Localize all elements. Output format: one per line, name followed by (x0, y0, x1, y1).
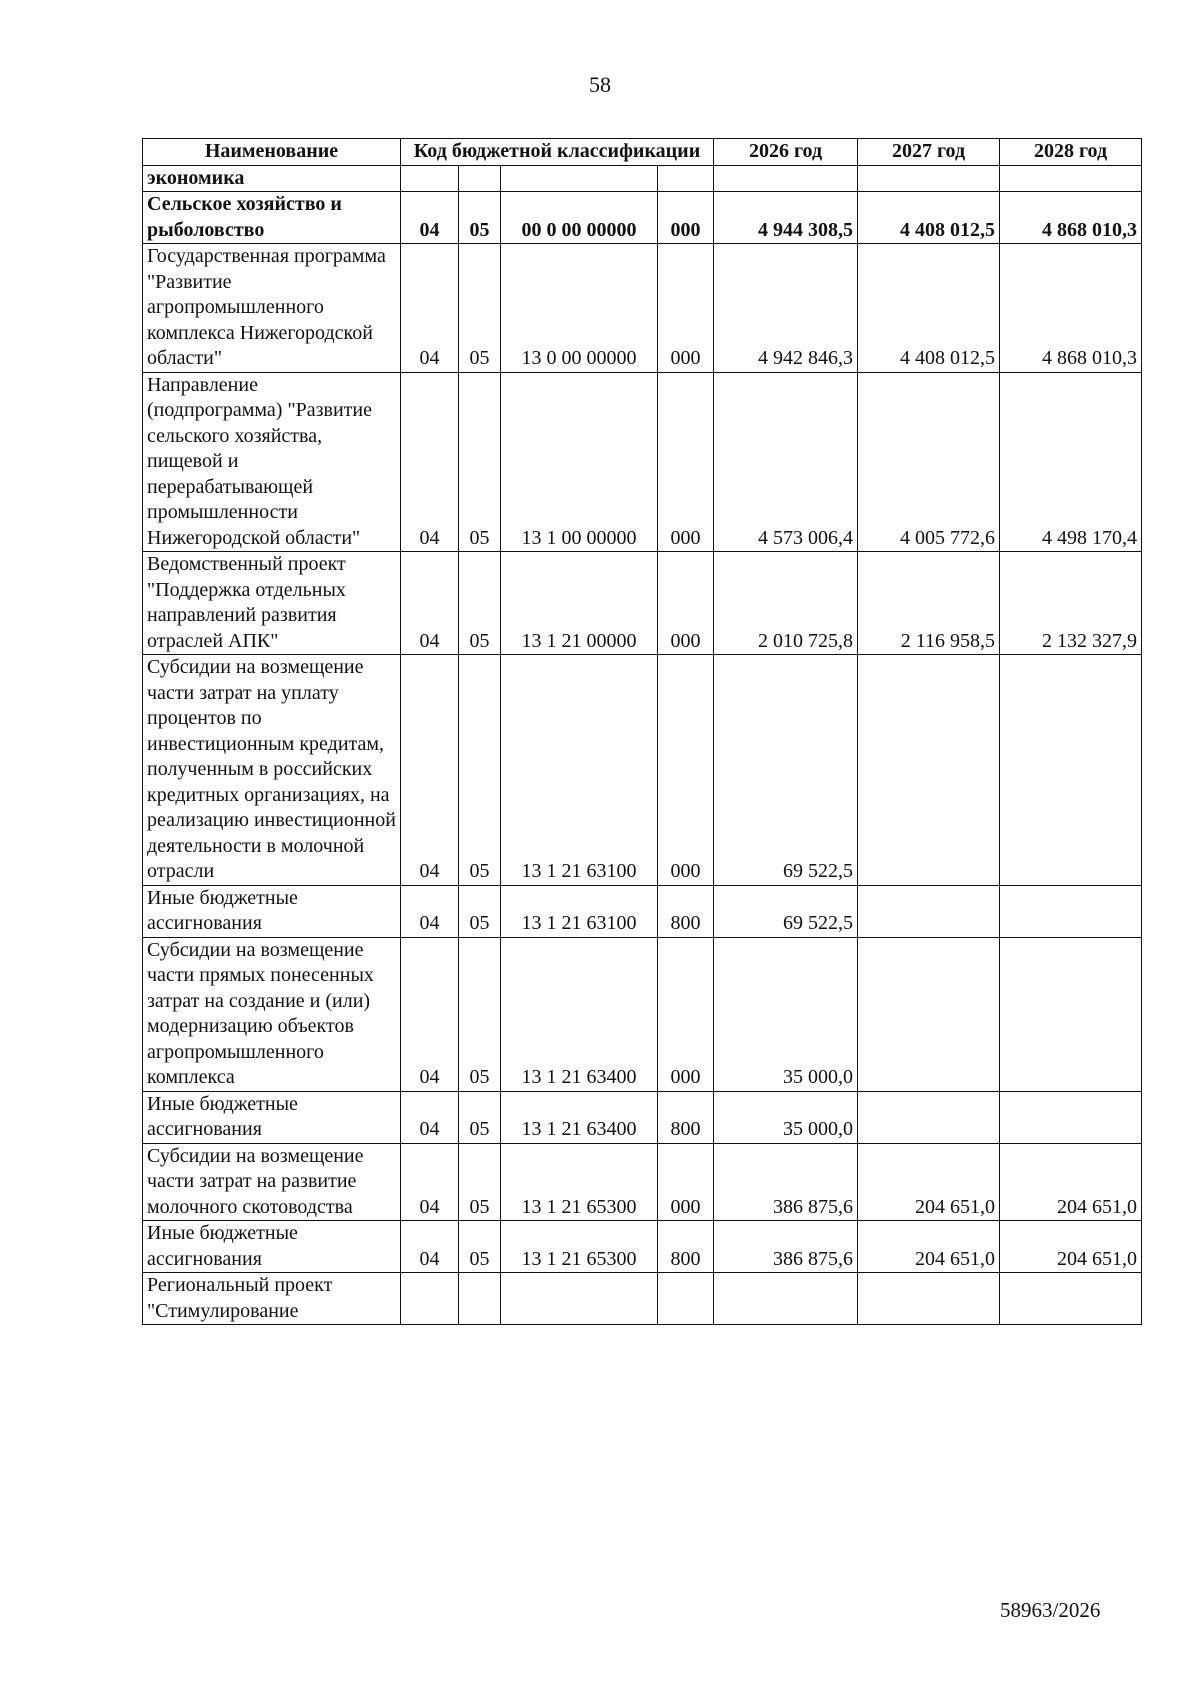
header-code: Код бюджетной классификации (401, 139, 714, 166)
cell-2027: 4 408 012,5 (858, 244, 1000, 373)
cell-2026: 69 522,5 (714, 885, 858, 937)
cell-subsection: 05 (459, 192, 501, 244)
cell-2028 (1000, 655, 1142, 886)
cell-2027 (858, 655, 1000, 886)
cell-2026: 386 875,6 (714, 1143, 858, 1221)
cell-2028 (1000, 885, 1142, 937)
cell-section: 04 (401, 1091, 459, 1143)
cell-target-article: 13 1 21 63100 (501, 655, 658, 886)
cell-name: Государственная программа "Развитие агропромышленного комплекса Нижегородской области" (143, 244, 401, 373)
table-row (143, 937, 1142, 1091)
cell-name: Иные бюджетные ассигнования (143, 1221, 401, 1273)
cell-expense-type: 000 (658, 655, 714, 886)
cell-target-article: 13 1 21 63400 (501, 1091, 658, 1143)
cell-name: экономика (143, 165, 401, 192)
cell-subsection: 05 (459, 244, 501, 373)
table-header-row (143, 139, 1142, 166)
cell-expense-type: 000 (658, 937, 714, 1091)
cell-target-article (501, 165, 658, 192)
cell-2028 (1000, 937, 1142, 1091)
cell-2026: 35 000,0 (714, 1091, 858, 1143)
cell-expense-type: 800 (658, 1091, 714, 1143)
cell-2027 (858, 885, 1000, 937)
cell-subsection: 05 (459, 552, 501, 655)
cell-section: 04 (401, 372, 459, 552)
cell-expense-type: 800 (658, 1221, 714, 1273)
table-row (143, 1143, 1142, 1221)
cell-expense-type: 000 (658, 244, 714, 373)
cell-2028: 204 651,0 (1000, 1143, 1142, 1221)
cell-target-article (501, 1273, 658, 1325)
cell-name: Субсидии на возмещение части затрат на уплату процентов по инвестиционным кредитам, полученным в российских кредитных организациях, на реализацию инвестиционной деятельности в молочной отрасли (143, 655, 401, 886)
header-2027: 2027 год (858, 139, 1000, 166)
cell-2027: 4 005 772,6 (858, 372, 1000, 552)
cell-section (401, 1273, 459, 1325)
budget-table (142, 138, 1142, 1325)
cell-target-article: 13 1 21 00000 (501, 552, 658, 655)
table-row (143, 192, 1142, 244)
cell-target-article: 13 1 21 63100 (501, 885, 658, 937)
cell-expense-type: 000 (658, 192, 714, 244)
table-row (143, 165, 1142, 192)
cell-2027: 204 651,0 (858, 1221, 1000, 1273)
cell-2027 (858, 1091, 1000, 1143)
cell-2028: 4 498 170,4 (1000, 372, 1142, 552)
table-row (143, 1221, 1142, 1273)
cell-name: Субсидии на возмещение части прямых понесенных затрат на создание и (или) модернизацию объектов агропромышленного комплекса (143, 937, 401, 1091)
table-row (143, 552, 1142, 655)
document-number: 58963/2026 (1000, 1598, 1101, 1622)
cell-2027: 2 116 958,5 (858, 552, 1000, 655)
cell-2028: 204 651,0 (1000, 1221, 1142, 1273)
cell-name: Региональный проект "Стимулирование (143, 1273, 401, 1325)
cell-name: Субсидии на возмещение части затрат на развитие молочного скотоводства (143, 1143, 401, 1221)
cell-2027 (858, 937, 1000, 1091)
cell-section: 04 (401, 885, 459, 937)
cell-target-article: 13 0 00 00000 (501, 244, 658, 373)
table-row (143, 1273, 1142, 1325)
cell-2026: 35 000,0 (714, 937, 858, 1091)
cell-expense-type: 000 (658, 372, 714, 552)
cell-target-article: 00 0 00 00000 (501, 192, 658, 244)
cell-2027 (858, 165, 1000, 192)
cell-2027 (858, 1273, 1000, 1325)
cell-expense-type: 000 (658, 552, 714, 655)
cell-section: 04 (401, 937, 459, 1091)
cell-subsection: 05 (459, 1143, 501, 1221)
cell-name: Ведомственный проект "Поддержка отдельных направлений развития отраслей АПК" (143, 552, 401, 655)
cell-subsection: 05 (459, 1221, 501, 1273)
cell-subsection: 05 (459, 372, 501, 552)
cell-2026: 4 944 308,5 (714, 192, 858, 244)
cell-section: 04 (401, 1143, 459, 1221)
cell-section: 04 (401, 244, 459, 373)
cell-subsection: 05 (459, 937, 501, 1091)
cell-expense-type: 000 (658, 1143, 714, 1221)
cell-section (401, 165, 459, 192)
cell-expense-type (658, 165, 714, 192)
cell-2028 (1000, 1091, 1142, 1143)
cell-subsection: 05 (459, 655, 501, 886)
cell-name: Иные бюджетные ассигнования (143, 885, 401, 937)
cell-target-article: 13 1 21 65300 (501, 1143, 658, 1221)
cell-target-article: 13 1 21 65300 (501, 1221, 658, 1273)
cell-name: Иные бюджетные ассигнования (143, 1091, 401, 1143)
header-2028: 2028 год (1000, 139, 1142, 166)
cell-name: Направление (подпрограмма) "Развитие сельского хозяйства, пищевой и перерабатывающей промышленности Нижегородской области" (143, 372, 401, 552)
cell-2027: 204 651,0 (858, 1143, 1000, 1221)
cell-target-article: 13 1 00 00000 (501, 372, 658, 552)
cell-2026 (714, 1273, 858, 1325)
cell-expense-type (658, 1273, 714, 1325)
cell-subsection (459, 165, 501, 192)
cell-expense-type: 800 (658, 885, 714, 937)
cell-2028 (1000, 165, 1142, 192)
cell-2026 (714, 165, 858, 192)
cell-2026: 69 522,5 (714, 655, 858, 886)
cell-2026: 4 573 006,4 (714, 372, 858, 552)
table-row (143, 372, 1142, 552)
table-row (143, 244, 1142, 373)
cell-2028 (1000, 1273, 1142, 1325)
cell-2026: 4 942 846,3 (714, 244, 858, 373)
table-row (143, 1091, 1142, 1143)
cell-subsection: 05 (459, 885, 501, 937)
cell-2028: 4 868 010,3 (1000, 244, 1142, 373)
cell-subsection: 05 (459, 1091, 501, 1143)
cell-section: 04 (401, 192, 459, 244)
table-row (143, 885, 1142, 937)
cell-2028: 2 132 327,9 (1000, 552, 1142, 655)
cell-target-article: 13 1 21 63400 (501, 937, 658, 1091)
cell-section: 04 (401, 655, 459, 886)
cell-2026: 386 875,6 (714, 1221, 858, 1273)
cell-2028: 4 868 010,3 (1000, 192, 1142, 244)
cell-subsection (459, 1273, 501, 1325)
page-number: 58 (589, 72, 611, 97)
cell-2027: 4 408 012,5 (858, 192, 1000, 244)
header-name: Наименование (143, 139, 401, 166)
cell-2026: 2 010 725,8 (714, 552, 858, 655)
header-2026: 2026 год (714, 139, 858, 166)
cell-section: 04 (401, 552, 459, 655)
table-row (143, 655, 1142, 886)
cell-name: Сельское хозяйство и рыболовство (143, 192, 401, 244)
cell-section: 04 (401, 1221, 459, 1273)
